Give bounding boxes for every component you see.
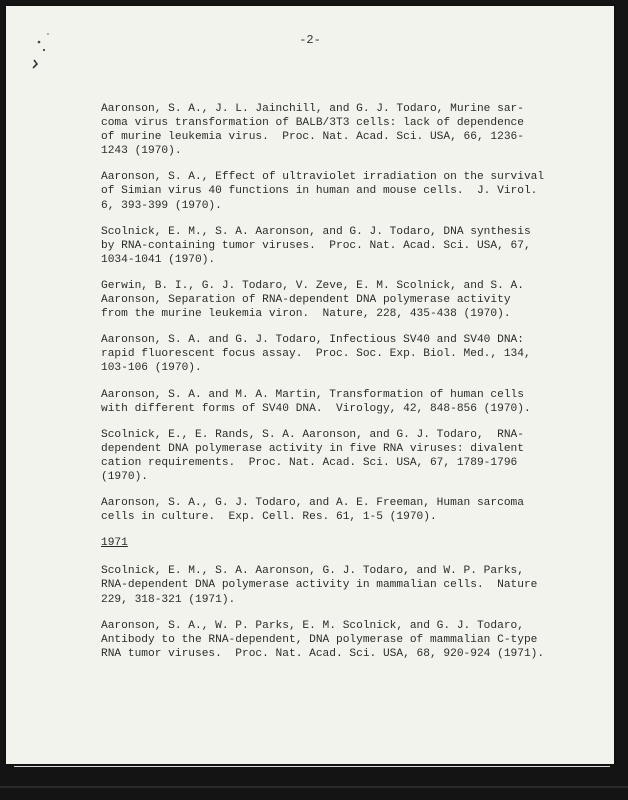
reference-line: 229, 318-321 (1971).	[101, 593, 236, 606]
year-heading: 1971	[101, 537, 128, 550]
reference-line: Gerwin, B. I., G. J. Todaro, V. Zeve, E. M. Scolnick, and S. A.	[101, 279, 524, 292]
reference-entry	[101, 428, 581, 484]
specks-decoration	[28, 28, 68, 78]
reference-line: (1970).	[101, 470, 148, 483]
reference-line: 6, 393-399 (1970).	[101, 199, 222, 212]
reference-line: RNA tumor viruses. Proc. Nat. Acad. Sci. USA, 68, 920-924 (1971).	[101, 647, 545, 660]
paper-edge	[14, 766, 610, 767]
reference-entry	[101, 619, 581, 661]
reference-line: Antibody to the RNA-dependent, DNA polymerase of mammalian C-type	[101, 633, 538, 646]
reference-line: dependent DNA polymerase activity in five RNA viruses: divalent	[101, 442, 524, 455]
page-number: -2-	[299, 33, 321, 47]
reference-line: from the murine leukemia viron. Nature, 228, 435-438 (1970).	[101, 308, 511, 321]
reference-entry	[101, 564, 581, 606]
reference-entry	[101, 279, 581, 321]
reference-entry	[101, 102, 581, 158]
reference-list	[101, 102, 581, 673]
reference-line: Aaronson, S. A., J. L. Jainchill, and G. J. Todaro, Murine sar-	[101, 103, 524, 115]
reference-entry	[101, 225, 581, 267]
reference-entry	[101, 388, 581, 416]
reference-line: by RNA-containing tumor viruses. Proc. Nat. Acad. Sci. USA, 67,	[101, 239, 531, 252]
reference-line: of murine leukemia virus. Proc. Nat. Acad. Sci. USA, 66, 1236-	[101, 131, 524, 144]
reference-line: cation requirements. Proc. Nat. Acad. Sci. USA, 67, 1789-1796	[101, 456, 518, 469]
reference-entry	[101, 496, 581, 524]
reference-line: rapid fluorescent focus assay. Proc. Soc. Exp. Biol. Med., 134,	[101, 348, 531, 361]
reference-line: 1034-1041 (1970).	[101, 253, 216, 266]
reference-line: Aaronson, S. A., Effect of ultraviolet irradiation on the survival	[101, 171, 545, 184]
reference-line: RNA-dependent DNA polymerase activity in mammalian cells. Nature	[101, 579, 538, 592]
reference-line: Aaronson, Separation of RNA-dependent DNA polymerase activity	[101, 294, 511, 307]
reference-line: cells in culture. Exp. Cell. Res. 61, 1-5 (1970).	[101, 511, 437, 524]
bottom-rule	[0, 786, 628, 788]
reference-line: coma virus transformation of BALB/3T3 cells: lack of dependence	[101, 117, 524, 130]
reference-line: 1243 (1970).	[101, 145, 182, 158]
reference-line: with different forms of SV40 DNA. Virology, 42, 848-856 (1970).	[101, 402, 531, 415]
reference-entry	[101, 170, 581, 212]
reference-line: 103-106 (1970).	[101, 362, 202, 375]
reference-entry	[101, 333, 581, 375]
reference-line: Scolnick, E. M., S. A. Aaronson, G. J. Todaro, and W. P. Parks,	[101, 565, 524, 578]
reference-line: Aaronson, S. A., G. J. Todaro, and A. E. Freeman, Human sarcoma	[101, 497, 524, 510]
reference-line: Aaronson, S. A., W. P. Parks, E. M. Scolnick, and G. J. Todaro,	[101, 619, 524, 632]
reference-line: of Simian virus 40 functions in human and mouse cells. J. Virol.	[101, 185, 538, 198]
reference-line: Scolnick, E. M., S. A. Aaronson, and G. J. Todaro, DNA synthesis	[101, 225, 531, 238]
reference-line: Scolnick, E., E. Rands, S. A. Aaronson, and G. J. Todaro, RNA-	[101, 428, 524, 441]
reference-line: Aaronson, S. A. and M. A. Martin, Transformation of human cells	[101, 388, 524, 401]
document-page	[6, 6, 614, 764]
reference-line: Aaronson, S. A. and G. J. Todaro, Infectious SV40 and SV40 DNA:	[101, 334, 524, 347]
